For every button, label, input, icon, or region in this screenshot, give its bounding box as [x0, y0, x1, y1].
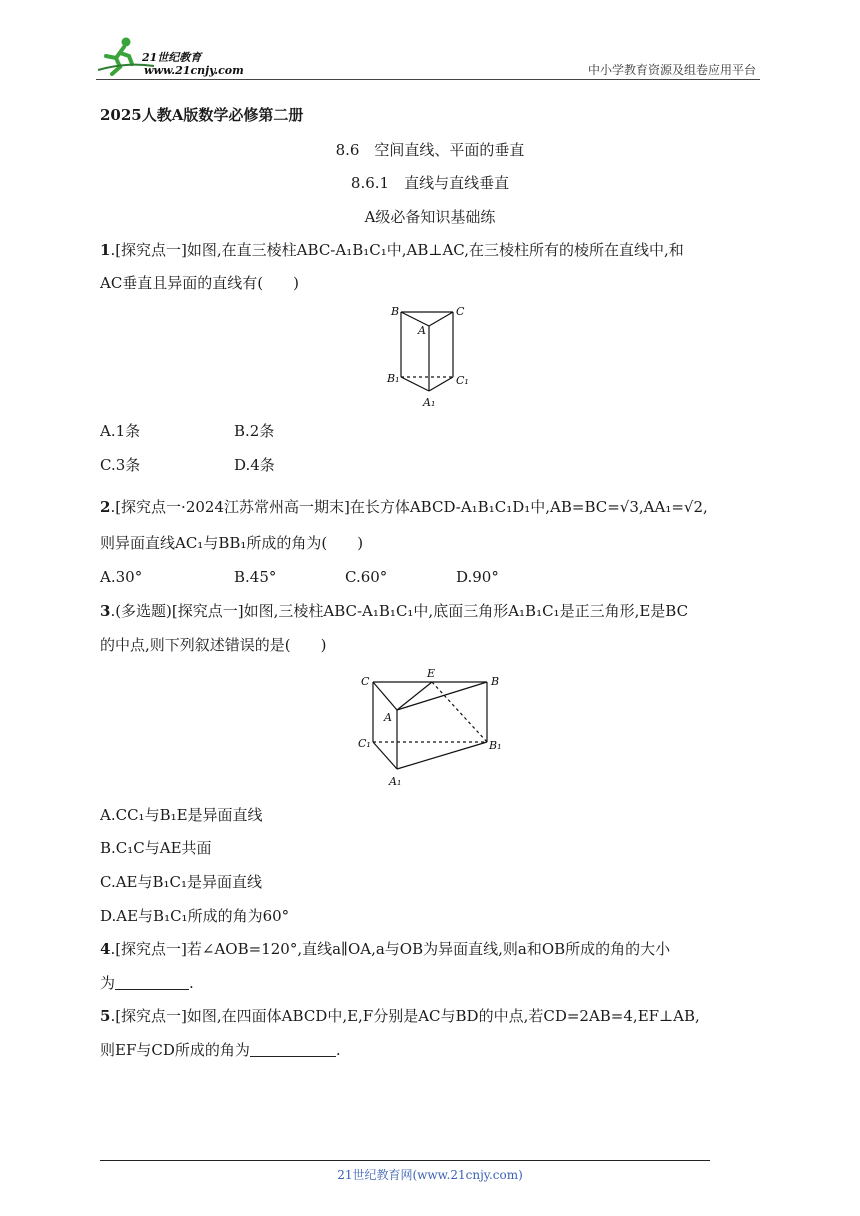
edge-ca [373, 682, 397, 710]
level-title: A级必备知识基础练 [364, 208, 496, 226]
q1-option-a: A.1条 [100, 422, 141, 440]
q3-option-a: A.CC₁与B₁E是异面直线 [100, 806, 263, 824]
label-C: C [361, 675, 370, 688]
q2-line1 [100, 497, 708, 517]
edge-c1a1 [373, 742, 397, 769]
logo-21cnjy [96, 34, 256, 80]
q1-line1 [100, 240, 684, 260]
q3-text: .(多选题)[探究点一]如图,三棱柱ABC-A₁B₁C₁中,底面三角形A₁B₁C₁是正三角形,E是BC [110, 602, 689, 620]
label-B: B [391, 305, 400, 318]
q2-line2: 则异面直线AC₁与BB₁所成的角为( ) [100, 534, 364, 552]
q2-option-c: C.60° [345, 568, 388, 586]
header-platform-text: 中小学教育资源及组卷应用平台 [587, 63, 756, 77]
q1-line2: AC垂直且异面的直线有( ) [100, 274, 300, 292]
q1-text: .[探究点一]如图,在直三棱柱ABC-A₁B₁C₁中,AB⊥AC,在三棱柱所有的棱所在直线中,和 [110, 241, 684, 259]
q3-line2: 的中点,则下列叙述错误的是( ) [100, 636, 327, 654]
logo-text: 21世纪教育 [142, 51, 202, 64]
q5-text: .[探究点一]如图,在四面体ABCD中,E,F分别是AC与BD的中点,若CD=2AB=4,EF⊥AB, [110, 1007, 700, 1025]
q3-prism-figure [350, 664, 510, 792]
footer-divider [100, 1160, 710, 1161]
footer-link[interactable]: 21世纪教育网(www.21cnjy.com) [337, 1168, 523, 1182]
q5-line2: 则EF与CD所成的角为 . [100, 1041, 341, 1059]
header-divider [96, 79, 760, 80]
label-A1: A₁ [423, 396, 436, 409]
q4-text-2: 为 [100, 974, 116, 992]
label-A: A [418, 324, 426, 337]
label-E: E [427, 667, 436, 680]
q2-option-d: D.90° [456, 568, 499, 586]
q3-option-d: D.AE与B₁C₁所成的角为60° [100, 907, 290, 925]
q2-number: 2 [100, 498, 111, 516]
edge-b1a1 [401, 377, 429, 391]
q5-number: 5 [100, 1007, 111, 1025]
q4-text: .[探究点一]若∠AOB=120°,直线a∥OA,a与OB为异面直线,则a和OB所成的角的大小 [110, 940, 671, 958]
logo-url: www.21cnjy.com [144, 64, 244, 77]
label-B: B [491, 675, 500, 688]
q2-text: .[探究点一·2024江苏常州高一期末]在长方体ABCD-A₁B₁C₁D₁中,AB=BC=√3,AA₁=√2, [110, 498, 708, 516]
q1-number: 1 [100, 241, 111, 259]
q4-number: 4 [100, 940, 111, 958]
q1-option-b: B.2条 [234, 422, 275, 440]
label-C: C [456, 305, 465, 318]
book-title: 2025人教A版数学必修第二册 [100, 106, 304, 124]
q1-option-c: C.3条 [100, 456, 141, 474]
section-title: 8.6 空间直线、平面的垂直 [335, 141, 525, 159]
q3-option-c: C.AE与B₁C₁是异面直线 [100, 873, 263, 891]
q4-line1 [100, 939, 670, 959]
q3-option-b: B.C₁C与AE共面 [100, 839, 212, 857]
edge-ca [429, 312, 453, 326]
subsection-title: 8.6.1 直线与直线垂直 [350, 174, 510, 192]
q3-line1 [100, 601, 688, 621]
q4-line2: 为 . [100, 974, 194, 992]
q2-option-b: B.45° [234, 568, 277, 586]
edge-ab [397, 682, 487, 710]
edge-c1a1 [429, 377, 453, 391]
q2-option-a: A.30° [100, 568, 143, 586]
label-B1: B₁ [489, 739, 502, 752]
label-A: A [384, 711, 392, 724]
q1-prism-figure [380, 300, 480, 414]
q5-answer-blank[interactable] [250, 1042, 336, 1057]
label-A1: A₁ [389, 775, 402, 788]
q5-text-2: 则EF与CD所成的角为 [100, 1041, 250, 1059]
q3-number: 3 [100, 602, 111, 620]
edge-ae [397, 682, 432, 710]
edge-a1b1 [397, 742, 487, 769]
label-C1: C₁ [358, 737, 371, 750]
label-C1: C₁ [456, 374, 469, 387]
label-B1: B₁ [387, 372, 400, 385]
q5-line1 [100, 1006, 700, 1026]
q1-option-d: D.4条 [234, 456, 275, 474]
q4-answer-blank[interactable] [115, 975, 189, 990]
